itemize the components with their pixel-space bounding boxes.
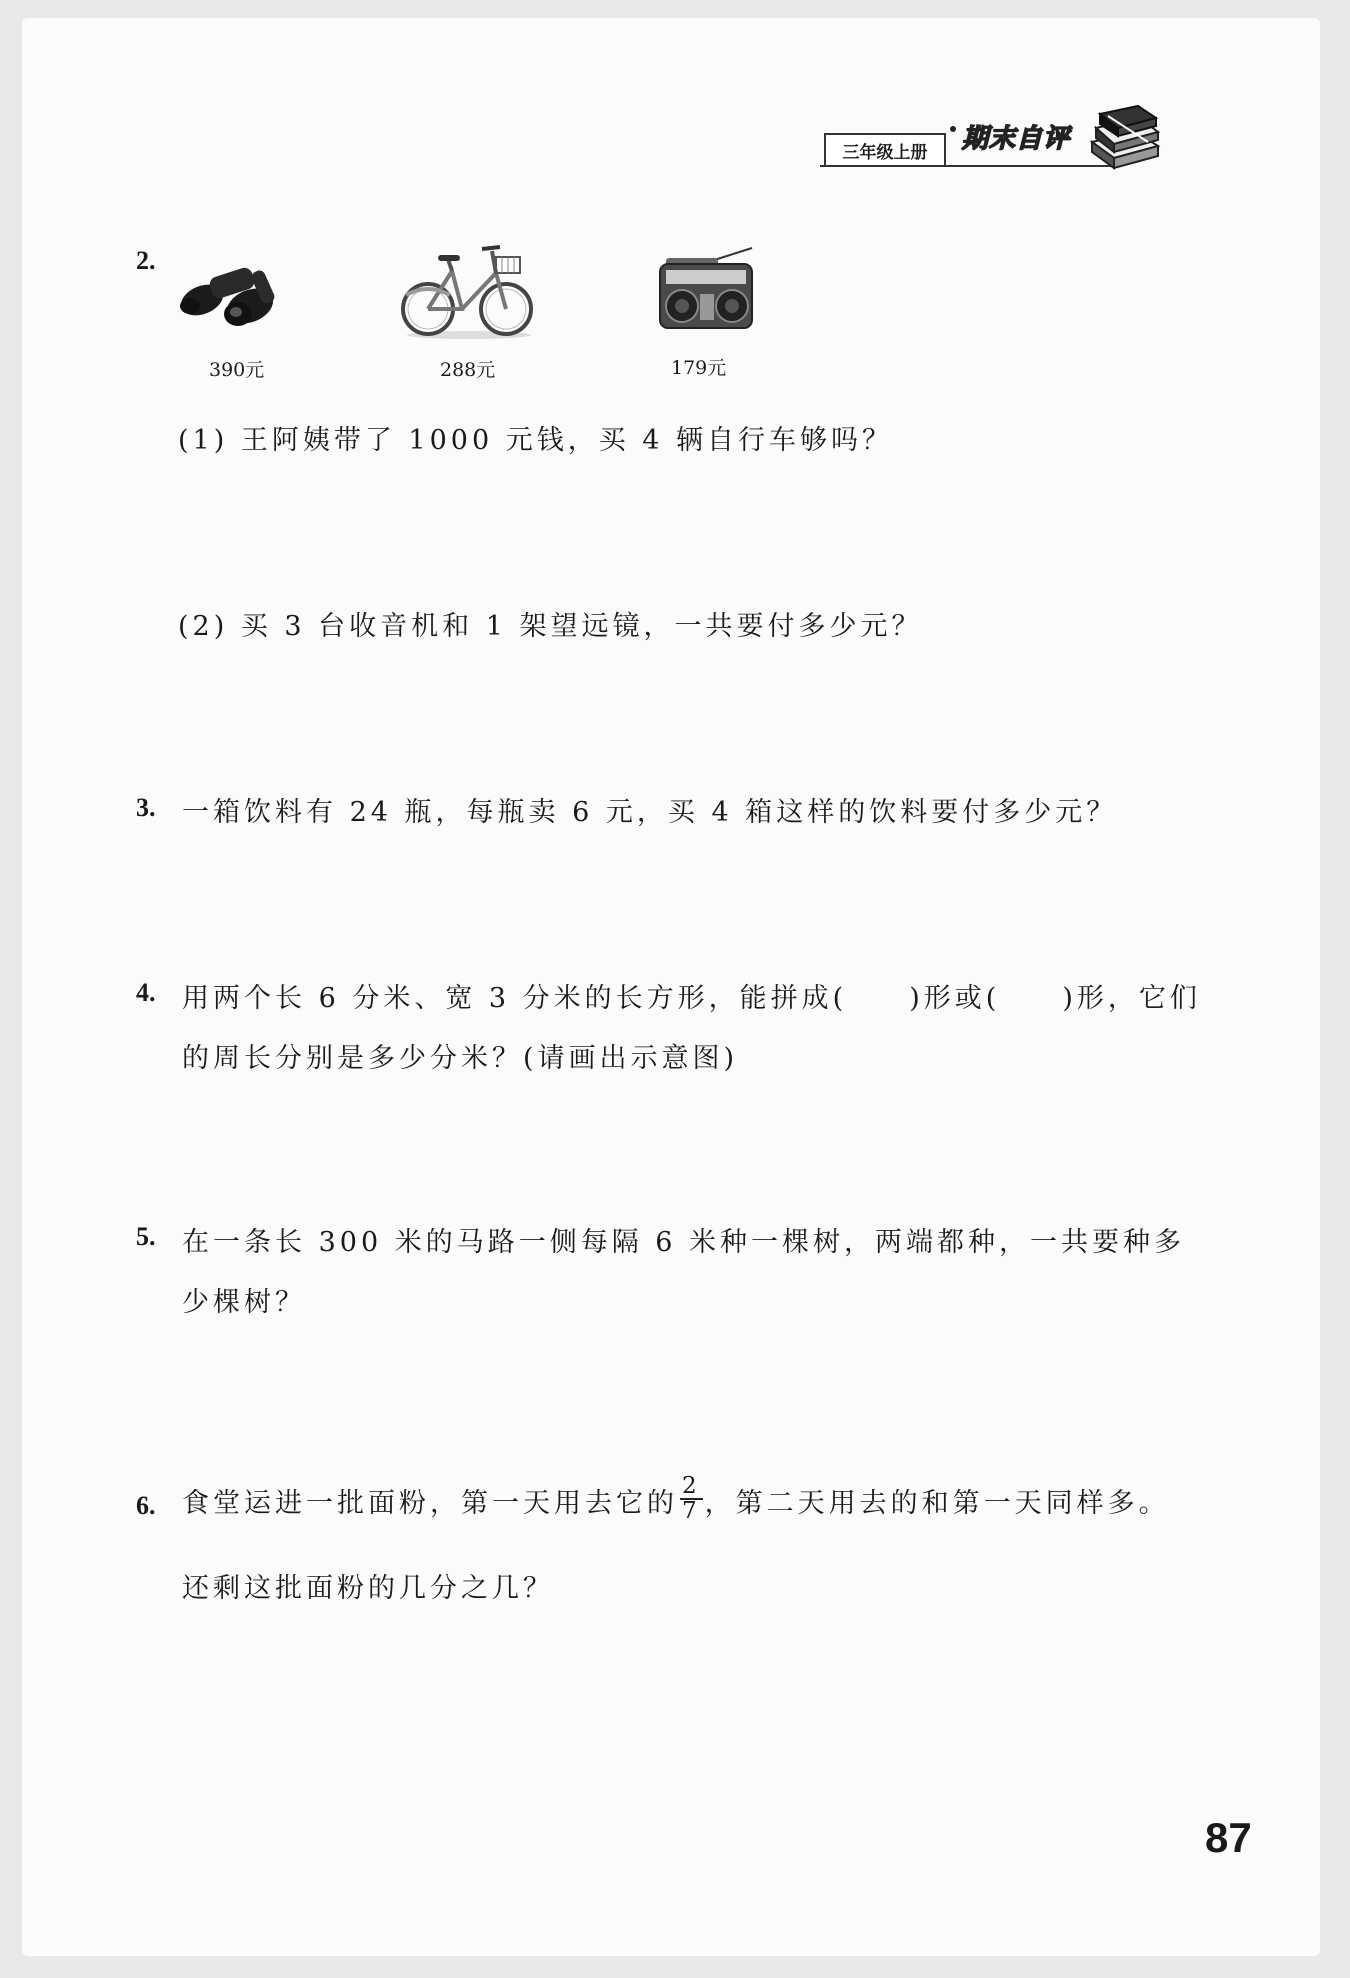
binoculars-icon — [176, 262, 282, 340]
fraction-numerator: 2 — [682, 1472, 701, 1499]
question-4-line1-c: )形，它们 — [1062, 983, 1201, 1014]
fraction-denominator: 7 — [682, 1497, 701, 1524]
question-6-line1-a: 食堂运进一批面粉，第一天用去它的 — [182, 1488, 678, 1519]
question-4-line2: 的周长分别是多少分米？(请画出示意图) — [182, 1043, 739, 1074]
question-6-line1 — [182, 1472, 1170, 1532]
bicycle-price: 288元 — [440, 359, 496, 381]
books-icon — [1088, 102, 1162, 176]
question-2-sub1: (1) 王阿姨带了 1000 元钱，买 4 辆自行车够吗？ — [178, 425, 894, 456]
question-5-number: 5. — [136, 1222, 156, 1251]
question-4-line1-a: 用两个长 6 分米、宽 3 分米的长方形，能拼成( — [182, 983, 848, 1014]
question-3-text: 一箱饮料有 24 瓶，每瓶卖 6 元，买 4 箱这样的饮料要付多少元？ — [182, 797, 1118, 828]
fraction — [680, 1472, 703, 1524]
radio-icon — [656, 246, 760, 338]
question-6-line2: 还剩这批面粉的几分之几？ — [182, 1573, 554, 1604]
bicycle-icon — [400, 243, 538, 345]
question-4-line1 — [182, 976, 1201, 1015]
radio-price: 179元 — [671, 357, 727, 379]
question-2-sub2: (2) 买 3 台收音机和 1 架望远镜，一共要付多少元？ — [178, 611, 923, 642]
header-title: 期末自评 — [962, 124, 1071, 154]
question-5-line1: 在一条长 300 米的马路一侧每隔 6 米种一棵树，两端都种，一共要种多 — [182, 1227, 1186, 1258]
question-2-number: 2. — [136, 246, 156, 275]
binoculars-price: 390元 — [209, 359, 265, 381]
question-6-number: 6. — [136, 1491, 156, 1520]
question-3-number: 3. — [136, 793, 156, 822]
grade-label: 三年级上册 — [824, 133, 946, 167]
question-4-line1-b: )形或( — [909, 983, 1001, 1014]
page-number: 87 — [1205, 1814, 1252, 1861]
header-dot — [950, 126, 956, 132]
question-4-number: 4. — [136, 978, 156, 1007]
question-6-line1-b: ，第二天用去的和第一天同样多。 — [704, 1488, 1170, 1519]
question-5-line2: 少棵树？ — [182, 1287, 306, 1318]
